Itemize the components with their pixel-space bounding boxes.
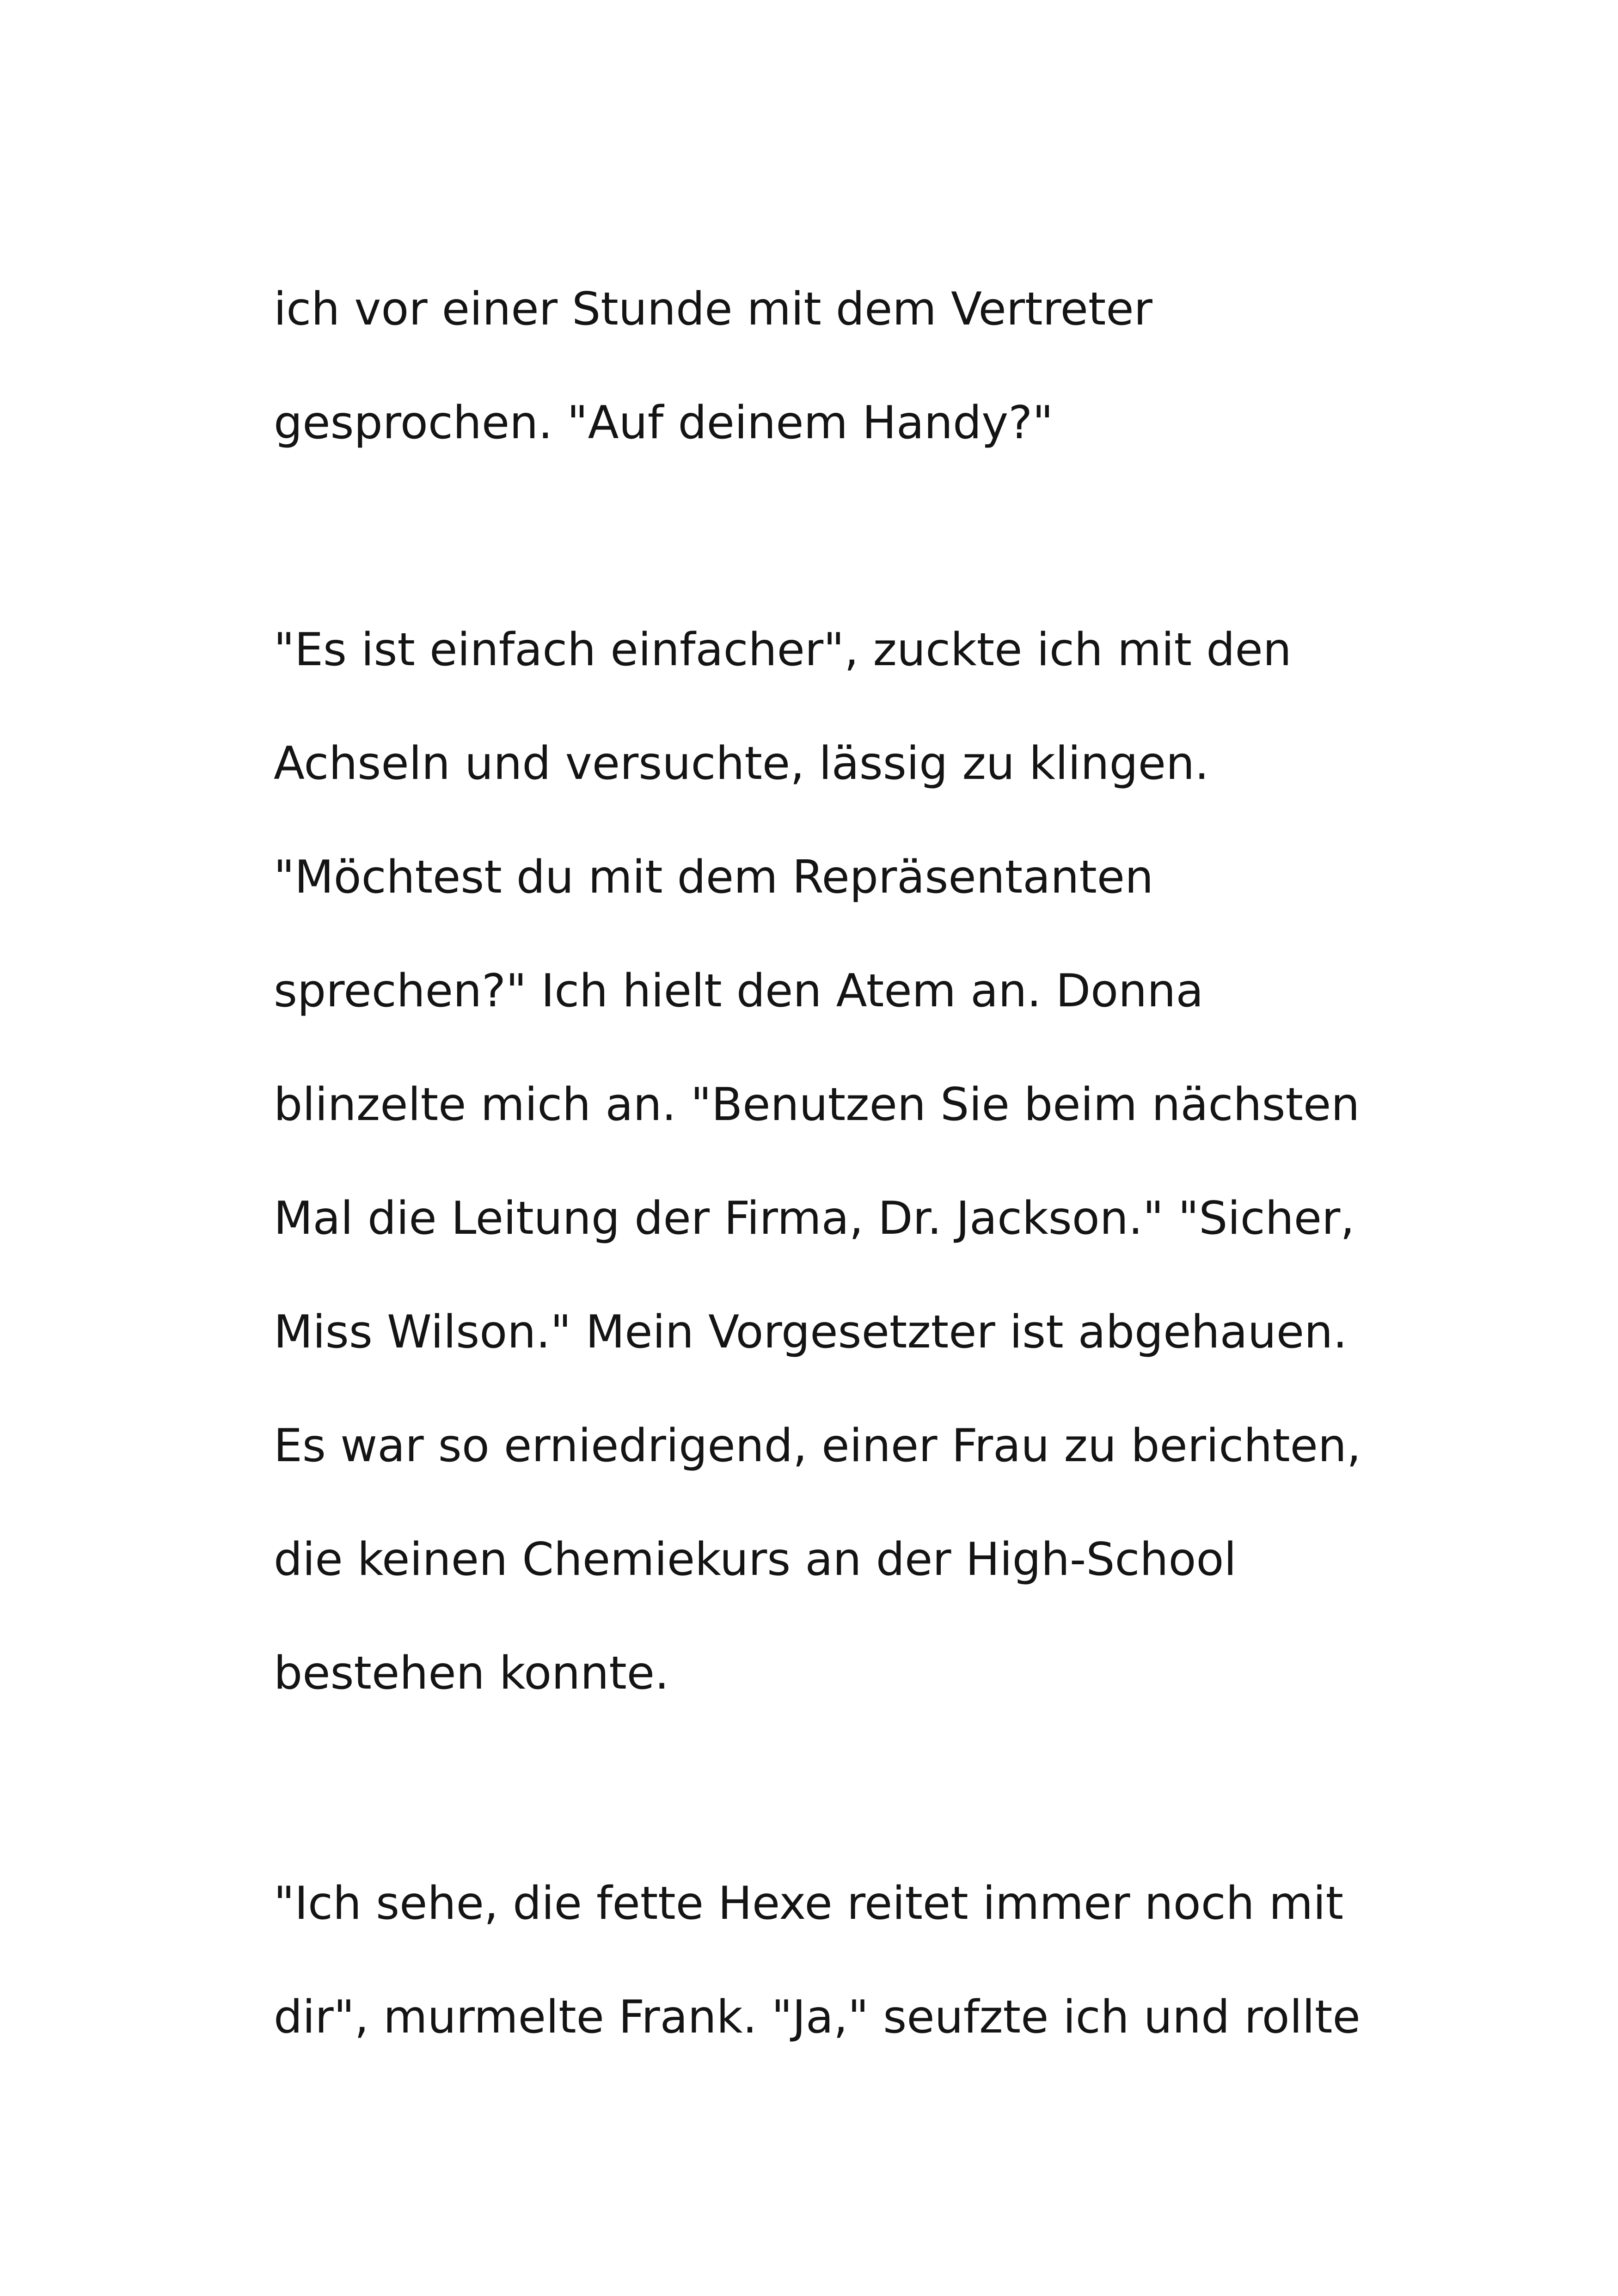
text-line: bestehen konnte. xyxy=(274,1647,669,1700)
text-line: dir", murmelte Frank. "Ja," seufzte ich und rollte xyxy=(274,1991,1361,2044)
text-line: sprechen?" Ich hielt den Atem an. Donna xyxy=(274,965,1204,1017)
text-line: blinzelte mich an. "Benutzen Sie beim nächsten xyxy=(274,1078,1360,1131)
text-line: Mal die Leitung der Firma, Dr. Jackson." "Sicher, xyxy=(274,1192,1355,1245)
text-line: Miss Wilson." Mein Vorgesetzter ist abgehauen. xyxy=(274,1306,1348,1359)
text-line: Achseln und versuchte, lässig zu klingen. xyxy=(274,737,1209,790)
text-line: "Es ist einfach einfacher", zuckte ich mit den xyxy=(274,624,1292,676)
text-line: die keinen Chemiekurs an der High-School xyxy=(274,1533,1237,1586)
paragraph-2 xyxy=(274,593,1383,1730)
text-line: ich vor einer Stunde mit dem Vertreter xyxy=(274,283,1152,336)
text-line: Es war so erniedrigend, einer Frau zu berichten, xyxy=(274,1420,1361,1472)
text-line: "Ich sehe, die fette Hexe reitet immer noch mit xyxy=(274,1877,1344,1930)
paragraph-3 xyxy=(274,1847,1383,2074)
paragraph-1 xyxy=(274,252,1383,480)
text-line: "Möchtest du mit dem Repräsentanten xyxy=(274,851,1154,904)
text-line: gesprochen. "Auf deinem Handy?" xyxy=(274,397,1054,449)
